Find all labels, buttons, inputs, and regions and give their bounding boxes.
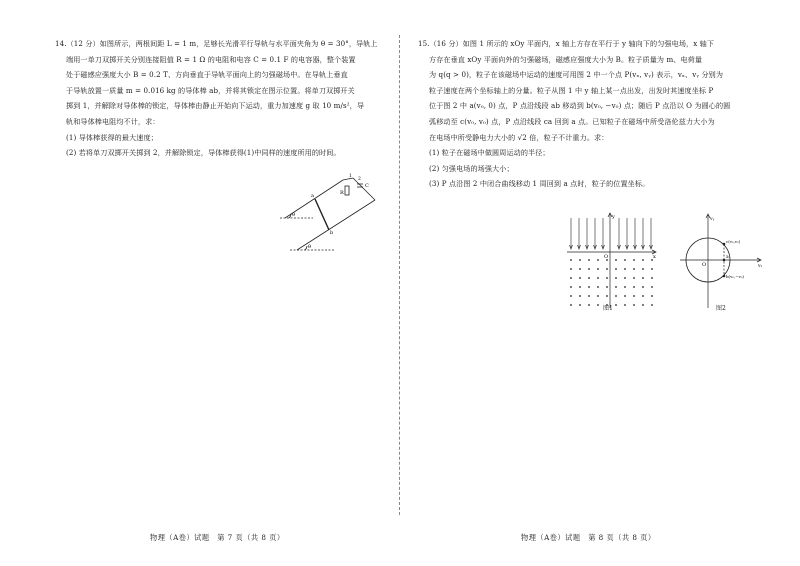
magnetic-field-dot	[642, 295, 644, 297]
question-14-heading: 14.（12 分）如图所示，两根间距 L = 1 m，足够长光滑平行导轨与水平面夹角为 θ = 30°，导轨上	[55, 39, 378, 48]
fig2-vx-label: vₓ	[758, 264, 763, 269]
question-15-line-2: 为 q(q > 0)，粒子在该磁场中运动的速度可用图 2 中一个点 P(vₓ, vᵧ) 表示，vₓ、vᵧ 分别为	[429, 70, 724, 80]
magnetic-field-dot	[642, 286, 644, 288]
point-a-label: a	[726, 255, 729, 260]
magnetic-field-dot	[615, 295, 617, 297]
magnetic-field-dot	[615, 286, 617, 288]
question-14-sub-2: (2) 若将单刀双掷开关掷到 2，并解除锁定，导体棒获得(1)中同样的速度所用的时间。	[66, 148, 341, 158]
magnetic-field-dot	[570, 268, 572, 270]
fig1-y-label: y	[612, 214, 615, 220]
magnetic-field-dot	[642, 268, 644, 270]
point-b-dot	[723, 275, 726, 278]
magnetic-field-dot	[633, 286, 635, 288]
figure-2-velocity-diagram	[678, 212, 768, 312]
question-15-sub-2: (2) 匀强电场的场强大小；	[429, 163, 514, 173]
magnetic-field-dot	[624, 268, 626, 270]
left-page-footer: 物理（A卷）试题 第 7 页（共 8 页）	[150, 533, 285, 542]
figure-1-field-diagram	[565, 212, 660, 312]
magnetic-field-dot	[633, 304, 635, 306]
magnetic-field-dot	[588, 286, 590, 288]
question-15-line-6: 在电场中所受静电力大小的 √2 倍，粒子不计重力。求：	[429, 132, 609, 142]
question-15-heading: 15.（16 分）如图 1 所示的 xOy 平面内，x 轴上方存在平行于 y 轴向下的匀强电场，x 轴下	[418, 39, 715, 48]
question-15-line-3: 粒子速度在两个坐标轴上的分量。粒子从图 1 中 y 轴上某一点出发，出发时其速度坐标 P	[429, 85, 714, 95]
magnetic-field-dot	[570, 259, 572, 261]
question-14-line-5: 轨和导体棒电阻均不计，求：	[66, 116, 160, 126]
magnetic-field-dot	[624, 286, 626, 288]
magnetic-field-dot	[642, 259, 644, 261]
magnetic-field-dot	[579, 259, 581, 261]
question-15-sub-3: (3) P 点沿图 2 中闭合曲线移动 1 周回到 a 点时，粒子的位置坐标。	[429, 179, 650, 189]
question-14-line-3: 于导轨放置一质量 m = 0.016 kg 的导体棒 ab，并将其锁定在图示位置。将单刀双掷开关	[66, 85, 355, 95]
magnetic-field-dot	[597, 304, 599, 306]
magnetic-field-dot	[624, 295, 626, 297]
magnetic-field-dot	[615, 277, 617, 279]
switch-pos-1: 1	[349, 174, 352, 179]
magnetic-field-dot	[588, 304, 590, 306]
incline-rails-figure	[275, 170, 395, 260]
question-15-line-5: 弧移动至 c(v₀, v₀) 点，P 点沿线段 ca 回到 a 点。已知粒子在磁场中所受洛伦兹力大小为	[429, 116, 715, 126]
magnetic-field-dot	[570, 277, 572, 279]
magnetic-field-dot	[624, 259, 626, 261]
point-c-dot	[723, 243, 726, 246]
rod-end-b: b	[330, 230, 334, 236]
question-15-line-1: 方存在垂直 xOy 平面向外的匀强磁场，磁感应强度大小为 B。粒子质量为 m、电荷量	[429, 54, 703, 64]
question-15-sub-1: (1) 粒子在磁场中做圆周运动的半径；	[429, 148, 550, 158]
magnetic-field-dot	[570, 295, 572, 297]
magnetic-field-dot	[615, 268, 617, 270]
question-15-line-4: 位于图 2 中 a(v₀, 0) 点，P 点沿线段 ab 移动到 b(v₀, −v₀) 点；随后 P 点沿以 O 为圆心的圆	[429, 101, 731, 111]
fig1-x-label: x	[653, 254, 656, 260]
theta-label-1: θ	[292, 212, 296, 218]
fig1-origin-label: O	[604, 254, 609, 260]
magnetic-field-dot	[606, 268, 608, 270]
magnetic-field-dot	[570, 286, 572, 288]
magnetic-field-dot	[615, 304, 617, 306]
magnetic-field-dot	[597, 295, 599, 297]
question-15	[418, 36, 748, 192]
magnetic-field-dot	[633, 277, 635, 279]
question-14-line-4: 掷到 1，并解除对导体棒的锁定，导体棒由静止开始向下运动，重力加速度 g 取 10 m/s²，导	[66, 101, 365, 111]
rod-end-a: a	[311, 193, 314, 199]
magnetic-field-dot	[633, 295, 635, 297]
capacitor-label: C	[365, 183, 369, 189]
magnetic-field-dot	[606, 277, 608, 279]
magnetic-field-dot	[642, 277, 644, 279]
magnetic-field-dot	[588, 268, 590, 270]
resistor-label: R	[340, 190, 344, 196]
question-14-line-2: 处于磁感应强度大小 B = 0.2 T、方向垂直于导轨平面向上的匀强磁场中。在导轨上垂直	[66, 70, 348, 80]
magnetic-field-dot	[597, 268, 599, 270]
magnetic-field-dot	[570, 304, 572, 306]
figure-2-caption: 图2	[716, 305, 726, 312]
right-page-footer: 物理（A卷）试题 第 8 页（共 8 页）	[521, 533, 656, 542]
theta-label-2: θ	[308, 244, 312, 250]
right-link	[353, 178, 375, 200]
magnetic-field-dot	[579, 268, 581, 270]
magnetic-field-dot	[651, 304, 653, 306]
point-c-label: c(v₀,v₀)	[726, 239, 741, 244]
magnetic-field-dot	[588, 277, 590, 279]
magnetic-field-dot	[633, 268, 635, 270]
magnetic-field-dot	[588, 259, 590, 261]
magnetic-field-dot	[651, 268, 653, 270]
fig2-origin-label: O	[702, 262, 707, 268]
magnetic-field-dot	[624, 277, 626, 279]
magnetic-field-dot	[624, 304, 626, 306]
magnetic-field-dot	[633, 259, 635, 261]
rail-lower	[297, 200, 375, 250]
magnetic-field-dot	[642, 304, 644, 306]
magnetic-field-dot	[615, 259, 617, 261]
resistor-symbol	[345, 186, 349, 195]
magnetic-field-dot	[597, 286, 599, 288]
fig2-vy-label: vᵧ	[710, 217, 715, 222]
question-14-sub-1: (1) 导体棒获得的最大速度；	[66, 132, 158, 142]
right-page	[400, 0, 800, 566]
magnetic-field-dot	[579, 277, 581, 279]
magnetic-field-dot	[606, 286, 608, 288]
magnetic-field-dot	[579, 295, 581, 297]
figure-1-caption: 图1	[603, 305, 613, 312]
magnetic-field-dot	[579, 304, 581, 306]
switch-pos-2: 2	[358, 177, 361, 182]
magnetic-field-dot	[597, 277, 599, 279]
angle-arc-2	[305, 246, 307, 250]
magnetic-field-dot	[588, 295, 590, 297]
magnetic-field-dot	[651, 295, 653, 297]
magnetic-field-dot	[579, 286, 581, 288]
magnetic-field-dot	[651, 277, 653, 279]
magnetic-field-dot	[651, 286, 653, 288]
question-14-line-1: 端用一单刀双掷开关分别连接阻值 R = 1 Ω 的电阻和电容 C = 0.1 F 的电容器，整个装置	[66, 54, 356, 64]
question-14	[55, 36, 385, 161]
point-a-dot	[723, 259, 726, 262]
point-b-label: b(v₀,−v₀)	[726, 274, 745, 279]
magnetic-field-dot	[606, 295, 608, 297]
magnetic-field-dot	[597, 259, 599, 261]
conductor-rod-ab	[315, 199, 329, 230]
